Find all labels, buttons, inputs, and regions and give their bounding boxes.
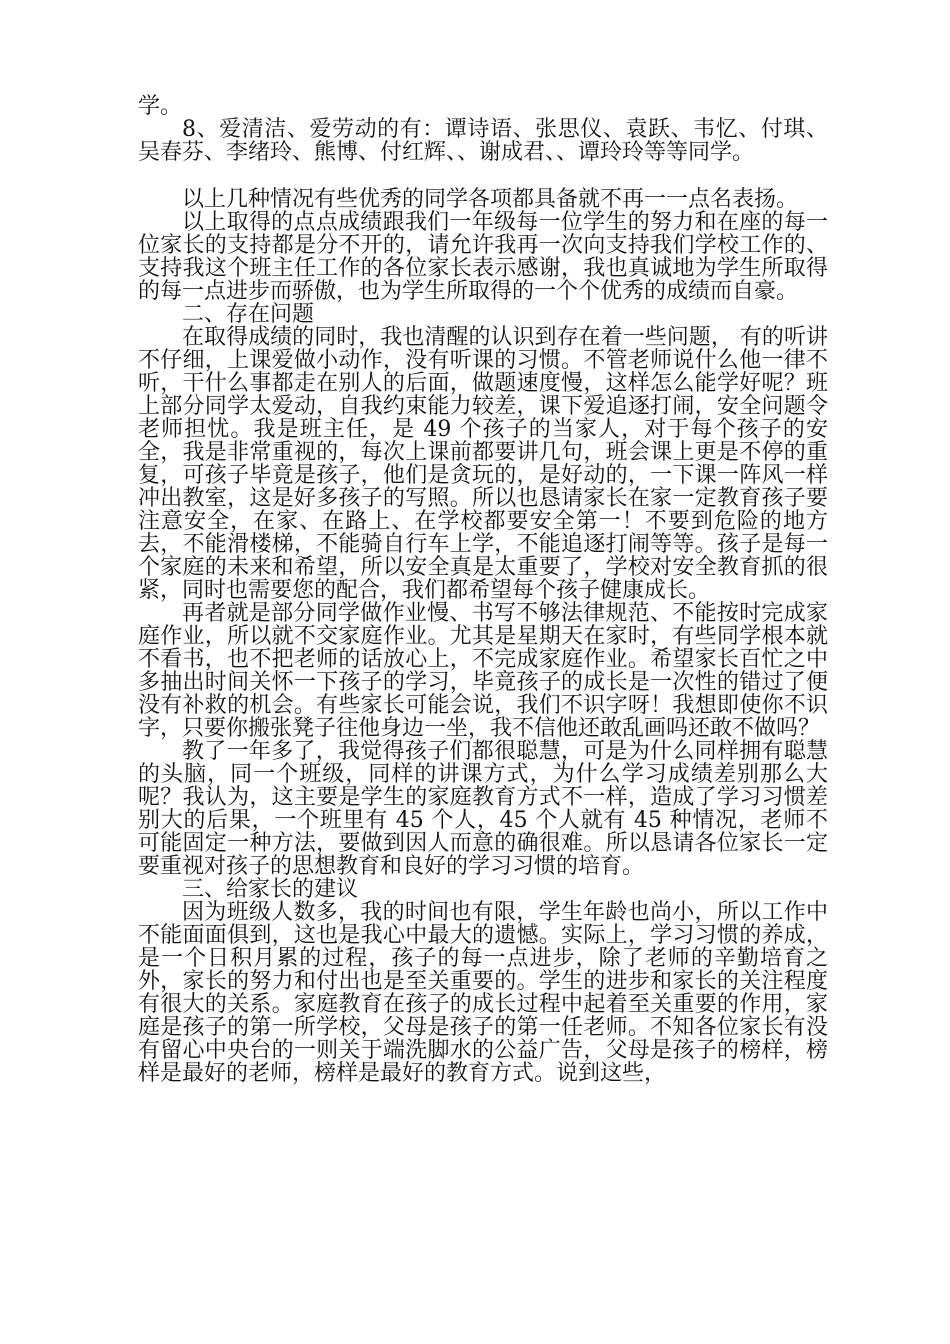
paragraph-thanks: 以上取得的点点成绩跟我们一年级每一位学生的努力和在座的每一位家长的支持都是分不开的，请允许我再一次向支持我们学校工作的、支持我这个班主任工作的各位家长表示感谢，我也真诚地为学生所取得的每一点进步而骄傲，也为学生所取得的一个个优秀的成绩而自豪。 — [138, 210, 828, 304]
document-page — [138, 95, 828, 1085]
paragraph-problems-safety: 在取得成绩的同时，我也清醒的认识到存在着一些问题， 有的听讲不仔细，上课爱做小动作，没有听课的习惯。不管老师说什么他一律不听，干什么事都走在别人的后面，做题速度慢，这样怎么能学好呢？班上部分同学太爱动，自我约束能力较差，课下爱追逐打闹，安全问题令老师担忧。我是班主任，是 49 个孩子的当家人，对于每个孩子的安全，我是非常重视的，每次上课前都要讲几句，班会课上更是不停的重复，可孩子毕竟是孩子，他们是贪玩的，是好动的，一下课一阵风一样冲出教室，这是好多孩子的写照。所以也恳请家长在家一定教育孩子要注意安全，在家、在路上、在学校都要安全第一！不要到危险的地方去，不能滑楼梯，不能骑自行车上学，不能追逐打闹等等。孩子是每一个家庭的未来和希望，所以安全真是太重要了，学校对安全教育抓的很紧，同时也需要您的配合，我们都希望每个孩子健康成长。 — [138, 325, 828, 603]
paragraph-homework: 再者就是部分同学做作业慢、书写不够法律规范、不能按时完成家庭作业，所以就不交家庭作业。尤其是星期天在家时，有些同学根本就不看书，也不把老师的话放心上，不完成家庭作业。希望家长百忙之中多抽出时间关怀一下孩子的学习，毕竟孩子的成长是一次性的错过了便没有补救的机会。有些家长可能会说，我们不识字呀！我想即使你不识字，只要你搬张凳子往他身边一坐，我不信他还敢乱画吗还敢不做吗？ — [138, 601, 828, 741]
paragraph-learning-habits: 教了一年多了，我觉得孩子们都很聪慧，可是为什么同样拥有聪慧的头脑，同一个班级，同样的讲课方式，为什么学习成绩差别那么大呢？我认为，这主要是学生的家庭教育方式不一样，造成了学习习惯差别大的后果，一个班里有 45 个人，45 个人就有 45 种情况，老师不可能固定一种方法，要做到因人而意的确很难。所以恳请各位家长一定要重视对孩子的思想教育和良好的学习习惯的培育。 — [138, 739, 828, 879]
section-heading-suggestions: 三、给家长的建议 — [182, 877, 359, 902]
paragraph-suggestions: 因为班级人数多，我的时间也有限，学生年龄也尚小，所以工作中不能面面俱到，这也是我心中最大的遗憾。实际上，学习习惯的养成，是一个日积月累的过程，孩子的每一点进步，除了老师的辛勤培育之外，家长的努力和付出也是至关重要的。学生的进步和家长的关注程度有很大的关系。家庭教育在孩子的成长过程中起着至关重要的作用，家庭是孩子的第一所学校，父母是孩子的第一任老师。不知各位家长有没有留心中央台的一则关于端洗脚水的公益广告，父母是孩子的榜样，榜样是最好的老师，榜样是最好的教育方式。说到这些， — [138, 900, 828, 1086]
paragraph-continuation: 学。 — [138, 94, 183, 119]
section-heading-problems: 二、存在问题 — [182, 302, 315, 327]
paragraph-summary: 以上几种情况有些优秀的同学各项都具备就不再一一点名表扬。 — [182, 187, 799, 212]
blank-line — [138, 164, 828, 188]
paragraph-item-8-cleanliness: 8、爱清洁、爱劳动的有：谭诗语、张思仪、袁跃、韦忆、付琪、吴春芬、李绪玲、熊博、付红辉、、谢成君、、谭玲玲等等同学。 — [138, 117, 828, 165]
